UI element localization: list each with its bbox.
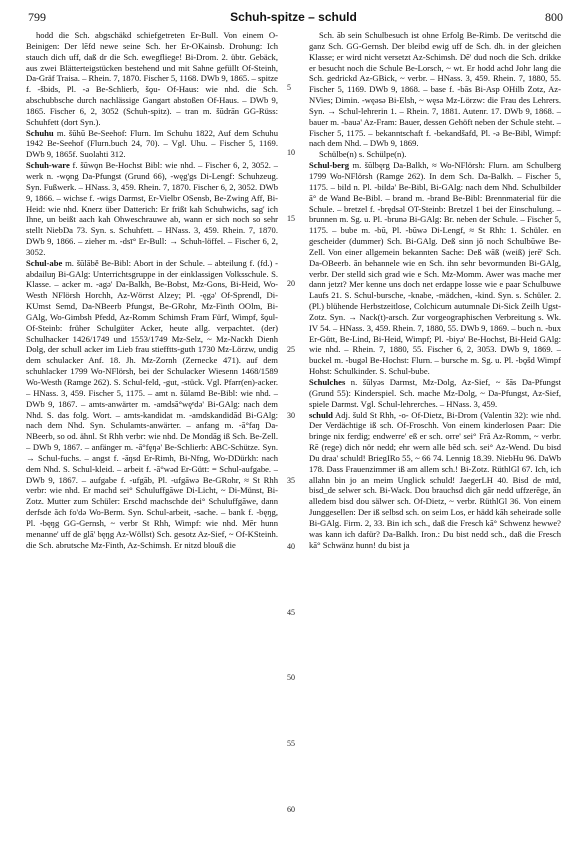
entry-text: Schülbe(n) s. Schülpe(n). (319, 149, 407, 160)
dictionary-entry (309, 160, 561, 377)
dictionary-entry (26, 160, 278, 258)
entry-text: m. šūhū Be-Seehof: Flurn. Im Schuhu 1822, Auf dem Schuhu 1942 Be-Seehof (Flurn.buch 24, 70). – Vgl. Uhu. – Fischer 5, 1169. DWb 9, 1865f. Suolahti 312. (26, 127, 278, 160)
dictionary-entry (26, 128, 278, 161)
entry-headword: Schulches (309, 377, 346, 387)
entry-text: hodd die Sch. abgschäkd schiefgetreten Er-Bull. Von einem O-Beinigen: Der lēfd newe seine Sch. her Er-OKainsb. Drohung: Ich stauch dich uff, daß dr die Sch. ewegfliege! Bi-Drom. 2. übtr. Gebäck, aus zwei Blätterteigstücken bestehend und mit Sahne gefüllt Of-Steinh, Da-Gräf Traisa. – Rhein. 7, 1870. Fischer 5, 1168. DWb 9, 1865. – spitze f. -šbids, Pl. -ə Be-Schlierb, šǫu- Of-Haus: wie nhd. die Sch. abschubbsche durch nachlässige Gangart abstoßen Of-Haus. – DWb 9, 1865. Fischer 6, 2, 3052 (Schuh-spitz). – tran m. šūdrān GG-Rüss: Schuhfett (dort Syn.). (26, 30, 278, 127)
entry-text: m. šūlbęrg Da-Balkh, ≈ Wo-NFlörsh: Flurn. am Schulberg 1799 Wo-NFlörsh (Ramge 262). In dem Sch. Da-Balkh. – Fischer 5, 1175. – bild n. Pl. -bildǝ' Be-Bibl, Bi-GAlg: nach dem Nhd. Schulbilder ā° de Wand Be-Bibl. – brand m. -brand Be-Bibl: Brennmaterial für die Schule. – bretzel f. -brędsǝl OT-Steinb: Bretzel 1 bei der Einschulung. – brunnen m. Sg. u. Pl. -brunǝ Bi-GAlg: Br. neben der Schule. – Fischer 5, 1175. – bube m. -bū, Pl. -būwǝ Di-Lengf, ≈ St Rhh: 1. Schüler. en gescheider (dummer) Sch. Bi-GAlg. Deß sinn jō noch Schulbūwe Be-Zell. Von einer allgemein bekannten Sache: Deß wāß (weiß) jerē' Sch. Da-OBeerb. ān behannele wie en Sch. ihn sehr bevormunden Bi-GAlg, verbr. Der stelld sich grad wie e Sch. Mz-Momm. Awer was mache mer dann jetzt? Mer kenne uns doch net erdappe losse wie e paar Schulbuwe Laufs 21. S. Schul-bursche, -knabe, -mädchen, -kind. Syn. s. Schüler. 2. (Pl.) blühende Herbstzeitlose, Colchicum autumnale Di-Sick Zeilh Ugst-Zotz. Syn. → Nack(t)-arsch. Zur vorgeographischen Verbreitung s. Wk. IV 54. – HNass. 3, 459. Rhein. 7, 1880, 55. DWb 9, 1869. – buch n. -bux Er-Gütt, Be-Lind, Bi-Heid, Wimpf; Pl. -biyǝ' Be-Hochst, Bi-Heid GAlg: wie nhd. – Rhein. 7, 1880, 55. Fischer 6, 2, 3053. DWb 9, 1869. – buckel m. -bugǝl Be-Hochst: Flurn. – bursche m. Sg. u. Pl. -bǫšd Wimpf Hohst: Schulkinder. S. Schul-bube. (309, 160, 561, 377)
line-number: 55 (287, 738, 295, 748)
line-number: 40 (287, 542, 295, 551)
line-number: 60 (287, 804, 295, 814)
line-number: 50 (287, 673, 295, 683)
entry-text: Adj. šuld St Rhh, -o- Of-Dietz, Bi-Drom (Valentin 32): wie nhd. Der Verdächtige iß sch. Of-Froschh. Von einem kinderlosen Paar: Die bringe nix ferdig; endwerre' eß er sch. orre' sei° Frā Az-Romm, ~ verbr. Rē (rege) dich nör nedd; ehr wern alle bēd sch. sei° Az-Wend. Du bisd Du draa' schuld! BriegIRo 55, ~ 66 74. Lennig 18.39. NiebHu 96. DaWb 178. Dass Frauenzimmer iß am allem sch.! Bi-Zotz. RüthlGl 67. Ich, ich allahn bin jo an meim Unglick schuld! JaegerLH 40. Bisd de mīd, bisd_de selwer sch. Bi-Wack. Dou brauchsd dich gār nedd uffzerēge, ān alledem bisd dou sälwer sch. Of-Dietz, ~ verbr. RüthlGl 36. Von einem Junggesellen: Der iß selbsd sch. on seim Los, er hädd kāh seheirade solle Bi-GAlg. Firm. 2, 33. Bin ich sch., daß die Fresch kā° Schwenz hewwe? was kann ich dafür? Da-Balkh. Iron.: Du bist nedd sch., daß die Fresch kā° Schwänz hunn! du bist ja (309, 409, 561, 550)
entry-headword: schuld (309, 409, 333, 420)
page-header (0, 0, 587, 26)
dictionary-entry (309, 377, 561, 410)
left-column (26, 30, 278, 848)
line-number: 15 (287, 213, 295, 223)
line-number: 45 (287, 607, 295, 617)
line-number: 20 (287, 279, 295, 289)
page-number-right: 800 (545, 10, 563, 24)
entry-text: Sch. āb sein Schulbesuch ist ohne Erfolg Be-Rimb. De veritschd die ganz Sch. GG-Gernsh. Der bleibd ewig uff de Sch. dh. in der gleichen Klasse; er wird nicht versetzt Az-Schimsh. Dē' dud noch die Sch. drikke er besucht noch die Schule Be-Lorsch, ~ wt. Er hodd achd Johr lang die Sch. gedrickd Az-GBick, ~ verbr. – HNass. 3, 459. Rhein. 7, 1880, 55. Fischer 5, 1169. DWb 9, 1868. – base f. -bās Bi-Asp OHilb Zotz, Az-NVies; Dimin. -węǝsǝ Bi-Elsh, ~ węsǝ Mz-Lörzw: die Frau des Lehrers. Syn. → Schul-lehrerin 1. – Rhein. 7, 1881. Autenr. 17. DWb 9, 1868. – bauer m. -bauǝ' Az-Fram: Bauer, dessen Gehöft neben der Schule steht. – Fischer 5, 1175. – bekanntschaft f. -bekandšafd, Pl. -ǝ Be-Bibl, Wimpf: nach dem Nhd. – DWb 9, 1869. (309, 30, 561, 149)
running-title: Schuh-spitze – schuld (230, 10, 357, 24)
dictionary-entry (309, 410, 561, 551)
entry-headword: Schuh-ware (26, 160, 70, 171)
page-number-left: 799 (28, 10, 46, 24)
entry-headword: Schul-abe (26, 257, 63, 268)
entry-continuation (26, 30, 278, 128)
line-number: 35 (287, 476, 295, 486)
line-number: 25 (287, 345, 295, 355)
entry-text: n. šūlyǝs Darmst, Mz-Dolg, Az-Sief, ~ šās Da-Pfungst (Grund 55): Kinderspiel. Sch. mache Mz-Dolg, ~ Da-Pfungst, Az-Sief, spiele Darmst. Vgl. Schul-lehrerches. – HNass. 3, 459. (309, 377, 561, 409)
entry-headword: Schuhu (26, 127, 54, 138)
line-number: 30 (287, 410, 295, 420)
right-column (309, 30, 561, 848)
line-number: 10 (287, 148, 295, 158)
entry-continuation (309, 149, 561, 160)
entry-text: f. šūwǫn Be-Hochst Bibl: wie nhd. – Fischer 6, 2, 3052. – werk n. -wǫng Da-Pfungst (Grund 66), -węg'gs Di-Lengf: Schuhzeug. Syn. Fußwerk. – HNass. 3, 459. Rhein. 7, 1870. Fischer 6, 2, 3052. DWb 9, 1866. – wichse f. -wigs Darmst, Er-Vielbr OSensb, Be-Zwing Aff, Bi-Heid: wie nhd. Knerz über Datterich: Er frißt kah Schuhwichs, sag' ich Ihne, un beißt aach kah Ohweschrauwe ab, wann er sich noch so sehr stellt NiebDa 73. Syn. s. Schuhfett. – HNass. 3, 459. Rhein. 7, 1870. DWb 9, 1866. – zieher m. -dsī° Er-Bull: → Schuh-löffel. – Fischer 6, 2, 3052. (26, 160, 278, 257)
entry-continuation (309, 30, 561, 149)
line-number: 5 (287, 82, 291, 92)
entry-text: m. šūlābě Be-Bibl: Abort in der Schule. – abteilung f. (fd.) -abdailuŋ Bi-GAlg: Unterrichtsgruppe in der einklassigen Volksschule. S. Klasse. – acker m. -agə' Da-Balkh, Be-Bobst, Mz-Gons, Bi-Heid, Wo-Westh NFlörsh Horchh, Az-Wörrst Alzey; Pl. -ęgə' Of-Sprendl, Di-KUmst Semd, Da-NBeerb Pfungst, Be-GRohr, Mz-Finth OOlm, Bi-GAlg, Wo-Gimbsh Pfedd, Az-Romm Schimsh Fram Fürf, Wimpf, šǫul- Of-Steinb: früher Schulgüter Acker, heute allg. verpachtet. (der) Schulhacker 1426/1749 und 1553/1749 Mz-Selz, ~ Mz-Nackh Dienh Dolg, der schull acker im Lieb frau stiefftts-guth 1730 Mz-Lörzw, undig dem schulacker Anf. 18. Jh. Mz-Zornh (Zernecke 471). auf dem schuhlacker 1799 Wo-NFlörsh, bei der Schulacker Wiesenn 1468/1589 Wo-Westh (Ramge 262). S. Schul-feld, -gut, -stück. Vgl. Pfarr(en)-acker. – HNass. 3, 459. Fischer 5, 1175. – amt n. šūlamd Be-Bibl: wie nhd. – DWb 9, 1867. – amts-anwärter m. -amdsā°węᵉdǝ' Bi-GAlg: nach dem Nhd. S. das folg. Wort. – amts-kandidat m. -amdskandidād Bi-GAlg: nach dem Nhd. Syn. Schulamts-anwärter. – anfang m. -ā°faŋ Da-NBeerb, so od. ähnl. St Rhh verbr: wie nhd. De Mondāg iß Sch. Be-Zell. – DWb 9, 1867. – anfänger m. -ā°fęŋǝ' Be-Schlierb: ABC-Schütze. Syn. → Schul-fuchs. – angst f. -āŋsd Er-Rimh, Bi-Nfng, Wo-DDürkh: nach dem Nhd. S. Schul-kleid. – arbeit f. -ā°wǝd Er-Gütt: = Schul-aufgabe. – DWb 9, 1867. – aufgabe f. -ufgāb, Pl. -ufgāwǝ Be-GRohr, ≈ St Rhh verbr: wie nhd. Er machd sei° Schuluffgāwe Di-Licht, ~ Di-Münst, Bi-Zotz. Mutter zum Schüler: Erschd machschde dei° Schuluffgāwe, dann derfsde ăch fo'dǝ Wo-Berm. Syn. Schul-arbeit, -sache. – bank f. -bęŋg, Pl. -bęŋg GG-Gernsh, ~ verbr St Rhh, Wimpf: wie nhd. Mēr hunn menanne' uff de glā' bęŋg Az-Wöllst) Sch. gesotz Az-Sief, ~ Of-KSteinh. die Sch. abrutsche Mz-Finth, Az-Schimsh. Er nitzd blouß die (26, 257, 278, 550)
entry-headword: Schul-berg (309, 160, 350, 171)
dictionary-entry (26, 258, 278, 551)
